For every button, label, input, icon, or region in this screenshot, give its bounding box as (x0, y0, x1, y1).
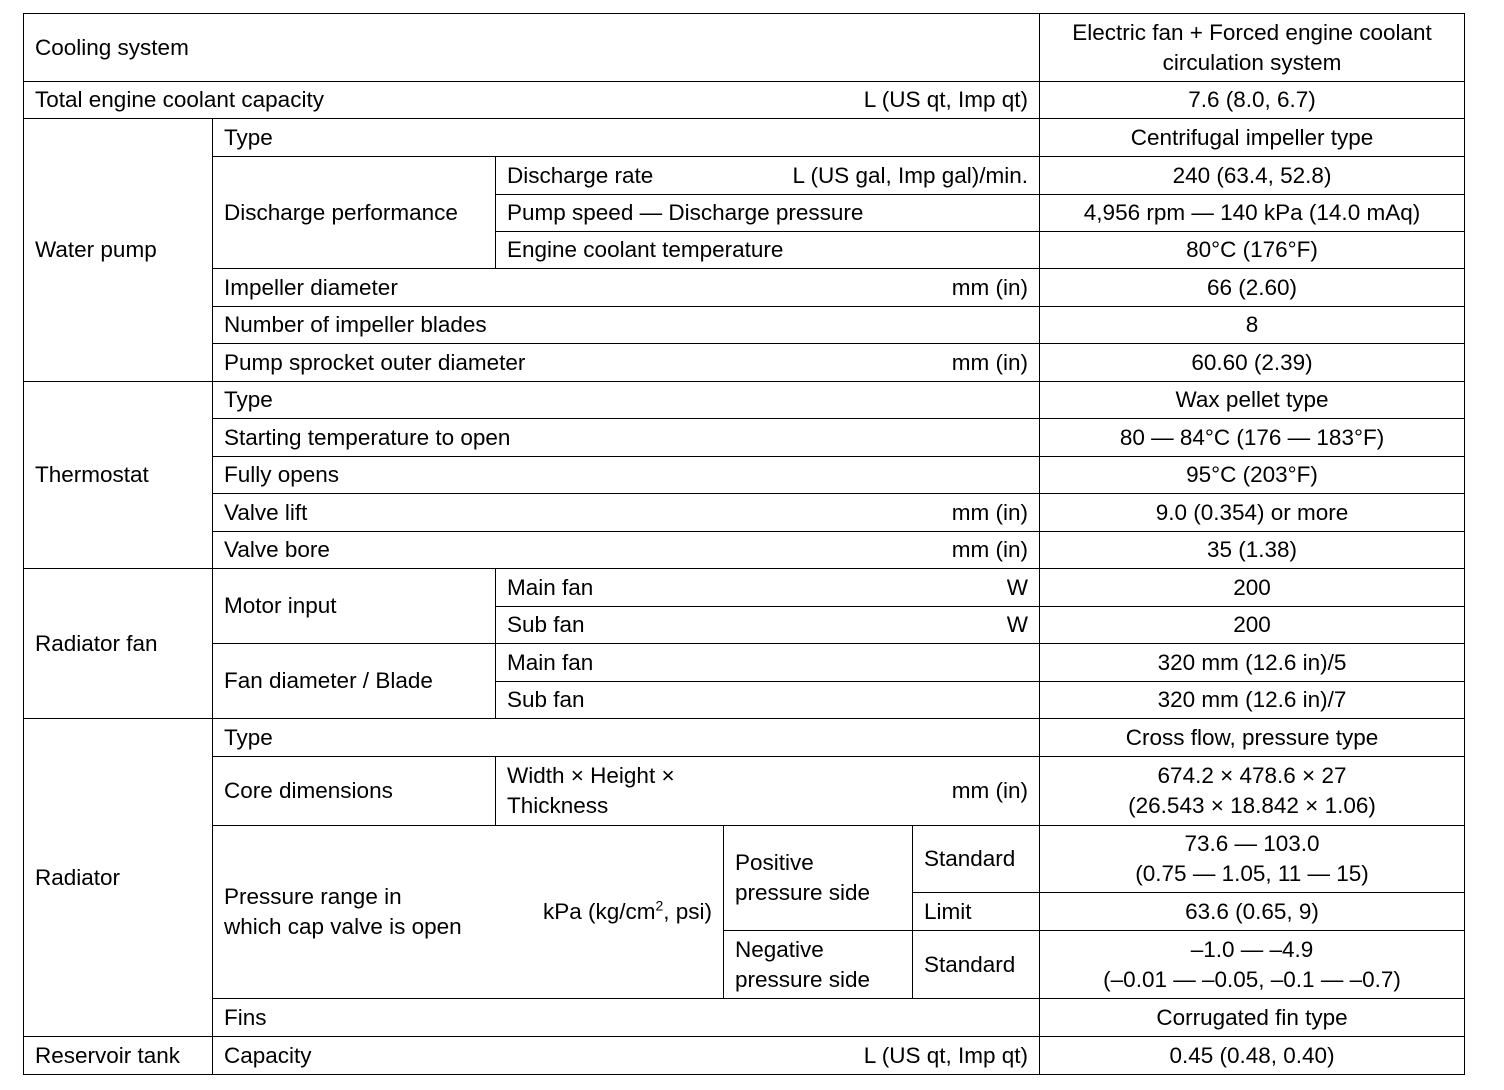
pressure-range-label (224, 882, 462, 942)
motor-input-label: Motor input (213, 569, 496, 644)
valve-lift-label: Valve lift (224, 499, 308, 525)
impeller-blades-value: 8 (1040, 307, 1465, 344)
radiator-type-value: Cross flow, pressure type (1040, 719, 1465, 757)
pressure-unit-sup: 2 (655, 897, 664, 914)
row-discharge-rate (24, 157, 1465, 195)
cooling-system-label: Cooling system (24, 14, 1040, 82)
total-capacity-label: Total engine coolant capacity (35, 87, 324, 112)
motor-main-cell (496, 569, 1040, 607)
positive-standard-value (1040, 826, 1465, 893)
motor-sub-cell (496, 607, 1040, 644)
discharge-rate-unit: L (US gal, Imp gal)/min. (792, 162, 1029, 188)
motor-main-fan-label: Main fan (507, 574, 594, 600)
row-thermostat-full (24, 457, 1465, 494)
impeller-diameter-cell (213, 269, 1040, 307)
reservoir-capacity-value: 0.45 (0.48, 0.40) (1040, 1037, 1465, 1075)
negative-standard-value (1040, 931, 1465, 999)
positive-standard-label: Standard (913, 826, 1040, 893)
fan-diameter-label: Fan diameter / Blade (213, 644, 496, 719)
row-radiator-type (24, 719, 1465, 757)
radiator-fan-label: Radiator fan (24, 569, 213, 719)
thermostat-full-value: 95°C (203°F) (1040, 457, 1465, 494)
fins-label: Fins (213, 999, 1040, 1037)
core-dims-line2: Thickness (507, 793, 609, 818)
impeller-diameter-label: Impeller diameter (224, 274, 398, 300)
core-dims-line1: Width × Height × (507, 763, 675, 788)
motor-sub-fan-label: Sub fan (507, 612, 585, 637)
row-cooling-system (24, 14, 1465, 82)
valve-bore-value: 35 (1.38) (1040, 532, 1465, 569)
cooling-system-value-line1: Electric fan + Forced engine coolant (1072, 19, 1432, 45)
pressure-range-line1: Pressure range in (224, 884, 402, 909)
valve-bore-cell (213, 532, 1040, 569)
row-thermostat-start (24, 419, 1465, 457)
thermostat-start-label: Starting temperature to open (213, 419, 1040, 457)
reservoir-label: Reservoir tank (24, 1037, 213, 1075)
core-dims-value-line1: 674.2 × 478.6 × 27 (1157, 763, 1347, 788)
sprocket-diameter-unit: mm (in) (951, 349, 1029, 375)
pump-speed-value: 4,956 rpm — 140 kPa (14.0 mAq) (1040, 195, 1465, 232)
thermostat-type-label: Type (213, 382, 1040, 419)
valve-bore-unit: mm (in) (951, 537, 1029, 562)
pressure-unit-prefix: kPa (kg/cm (542, 899, 656, 924)
motor-sub-unit: W (1006, 612, 1029, 637)
negative-standard-line2: (–0.01 — –0.05, –0.1 — –0.7) (1103, 966, 1401, 992)
negative-pressure-side-label (724, 931, 913, 999)
thermostat-type-value: Wax pellet type (1040, 382, 1465, 419)
diameter-main-value: 320 mm (12.6 in)/5 (1040, 644, 1465, 682)
total-capacity-value: 7.6 (8.0, 6.7) (1040, 82, 1465, 119)
cooling-system-value (1040, 14, 1465, 82)
pump-speed-label: Pump speed — Discharge pressure (496, 195, 1040, 232)
positive-limit-value: 63.6 (0.65, 9) (1040, 893, 1465, 931)
reservoir-capacity-unit: L (US qt, Imp qt) (863, 1042, 1029, 1068)
row-water-pump-type (24, 119, 1465, 157)
valve-lift-unit: mm (in) (951, 499, 1029, 525)
motor-sub-value: 200 (1040, 607, 1465, 644)
pressure-range-line2: which cap valve is open (224, 914, 462, 939)
reservoir-capacity-cell (213, 1037, 1040, 1075)
water-pump-label: Water pump (24, 119, 213, 382)
row-pressure-positive-standard (24, 826, 1465, 893)
row-valve-lift (24, 494, 1465, 532)
impeller-diameter-unit: mm (in) (951, 274, 1029, 300)
core-dims-cell (496, 757, 1040, 826)
core-dims-unit: mm (in) (951, 778, 1029, 803)
sprocket-diameter-cell (213, 344, 1040, 382)
row-fins (24, 999, 1465, 1037)
diameter-sub-fan-label: Sub fan (496, 682, 1040, 719)
negative-line2: pressure side (735, 966, 871, 992)
sprocket-diameter-value: 60.60 (2.39) (1040, 344, 1465, 382)
impeller-blades-label: Number of impeller blades (213, 307, 1040, 344)
core-dims-value-line2: (26.543 × 18.842 × 1.06) (1128, 793, 1376, 818)
row-impeller-diameter (24, 269, 1465, 307)
valve-bore-label: Valve bore (224, 537, 330, 562)
row-motor-main (24, 569, 1465, 607)
pressure-range-unit (543, 897, 712, 927)
diameter-sub-value: 320 mm (12.6 in)/7 (1040, 682, 1465, 719)
radiator-type-label: Type (213, 719, 1040, 757)
core-dimensions-label: Core dimensions (213, 757, 496, 826)
reservoir-capacity-label: Capacity (224, 1042, 312, 1068)
row-valve-bore (24, 532, 1465, 569)
row-diameter-main (24, 644, 1465, 682)
positive-line1: Positive (735, 850, 814, 875)
pressure-range-cell (213, 826, 724, 999)
row-thermostat-type (24, 382, 1465, 419)
positive-limit-label: Limit (913, 893, 1040, 931)
thermostat-start-value: 80 — 84°C (176 — 183°F) (1040, 419, 1465, 457)
row-reservoir (24, 1037, 1465, 1075)
row-total-capacity (24, 82, 1465, 119)
total-capacity-unit: L (US qt, Imp qt) (863, 87, 1029, 112)
negative-standard-label: Standard (913, 931, 1040, 999)
core-dims-value (1040, 757, 1465, 826)
thermostat-label: Thermostat (24, 382, 213, 569)
water-pump-type-value: Centrifugal impeller type (1040, 119, 1465, 157)
thermostat-full-label: Fully opens (213, 457, 1040, 494)
negative-standard-line1: –1.0 — –4.9 (1190, 936, 1314, 962)
valve-lift-cell (213, 494, 1040, 532)
total-capacity-cell (24, 82, 1040, 119)
positive-pressure-side-label (724, 826, 913, 931)
coolant-temp-label: Engine coolant temperature (496, 232, 1040, 269)
row-sprocket-diameter (24, 344, 1465, 382)
positive-standard-line2: (0.75 — 1.05, 11 — 15) (1135, 861, 1369, 886)
discharge-rate-label: Discharge rate (507, 162, 654, 188)
sprocket-diameter-label: Pump sprocket outer diameter (224, 349, 526, 375)
discharge-performance-label: Discharge performance (213, 157, 496, 269)
negative-line1: Negative (735, 936, 824, 962)
row-core-dimensions (24, 757, 1465, 826)
motor-main-unit: W (1006, 574, 1029, 600)
cooling-system-value-line2: circulation system (1162, 49, 1342, 75)
cooling-spec-table (23, 13, 1465, 1075)
water-pump-type-label: Type (213, 119, 1040, 157)
fins-value: Corrugated fin type (1040, 999, 1465, 1037)
impeller-diameter-value: 66 (2.60) (1040, 269, 1465, 307)
row-impeller-blades (24, 307, 1465, 344)
positive-line2: pressure side (735, 880, 871, 905)
discharge-rate-cell (496, 157, 1040, 195)
motor-main-value: 200 (1040, 569, 1465, 607)
pressure-unit-suffix: , psi) (663, 899, 712, 924)
discharge-rate-value: 240 (63.4, 52.8) (1040, 157, 1465, 195)
radiator-label: Radiator (24, 719, 213, 1037)
diameter-main-fan-label: Main fan (496, 644, 1040, 682)
coolant-temp-value: 80°C (176°F) (1040, 232, 1465, 269)
core-dims-text (507, 761, 675, 821)
positive-standard-line1: 73.6 — 103.0 (1184, 831, 1320, 856)
valve-lift-value: 9.0 (0.354) or more (1040, 494, 1465, 532)
